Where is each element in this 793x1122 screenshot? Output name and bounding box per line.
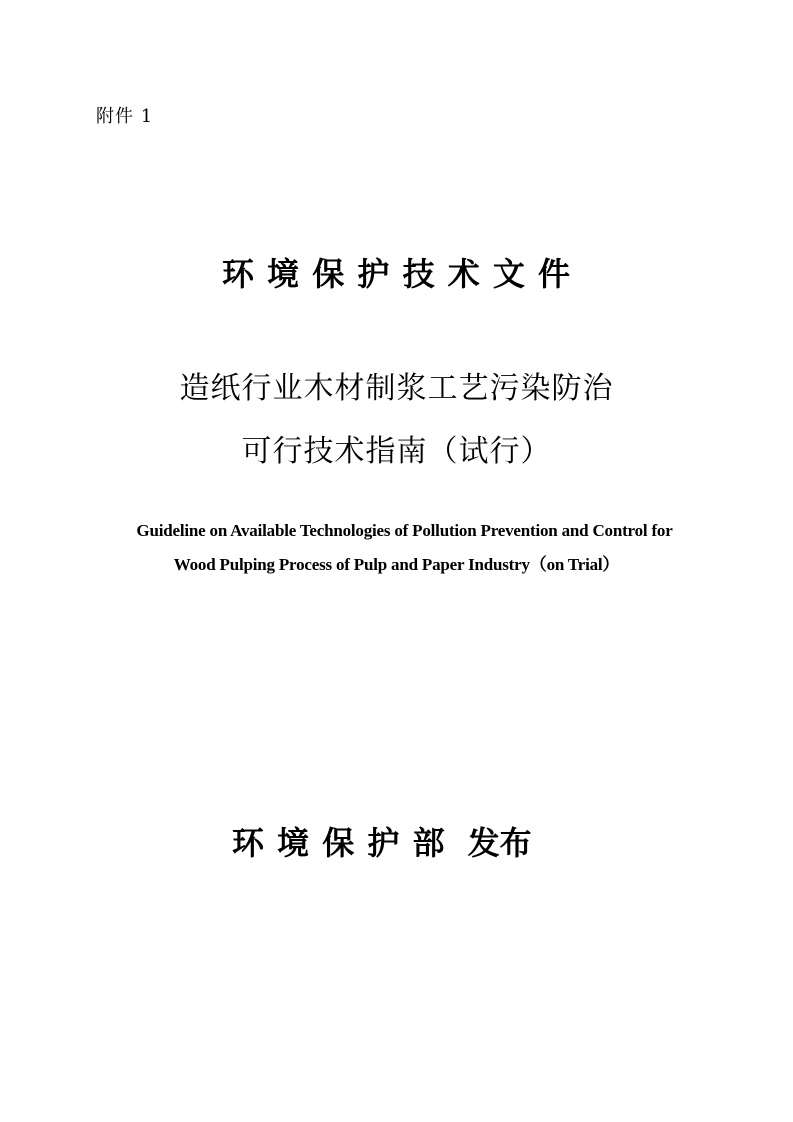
english-title-line-2: Wood Pulping Process of Pulp and Paper Industry（on Trial）	[173, 555, 620, 574]
english-title-line-1: Guideline on Available Technologies of Pollution Prevention and Control for	[136, 521, 673, 540]
attachment-label: 附件 1	[96, 106, 154, 127]
title-line-2: 可行技术指南（试行）	[241, 434, 552, 469]
issuer-organization: 环 境 保 护 部	[232, 824, 446, 862]
title-line-1: 造纸行业木材制浆工艺污染防治	[179, 371, 614, 406]
issuer-line	[232, 819, 532, 867]
issuer-action: 发布	[467, 824, 532, 862]
document-type-heading: 环 境 保 护 技 术 文 件	[222, 255, 571, 293]
